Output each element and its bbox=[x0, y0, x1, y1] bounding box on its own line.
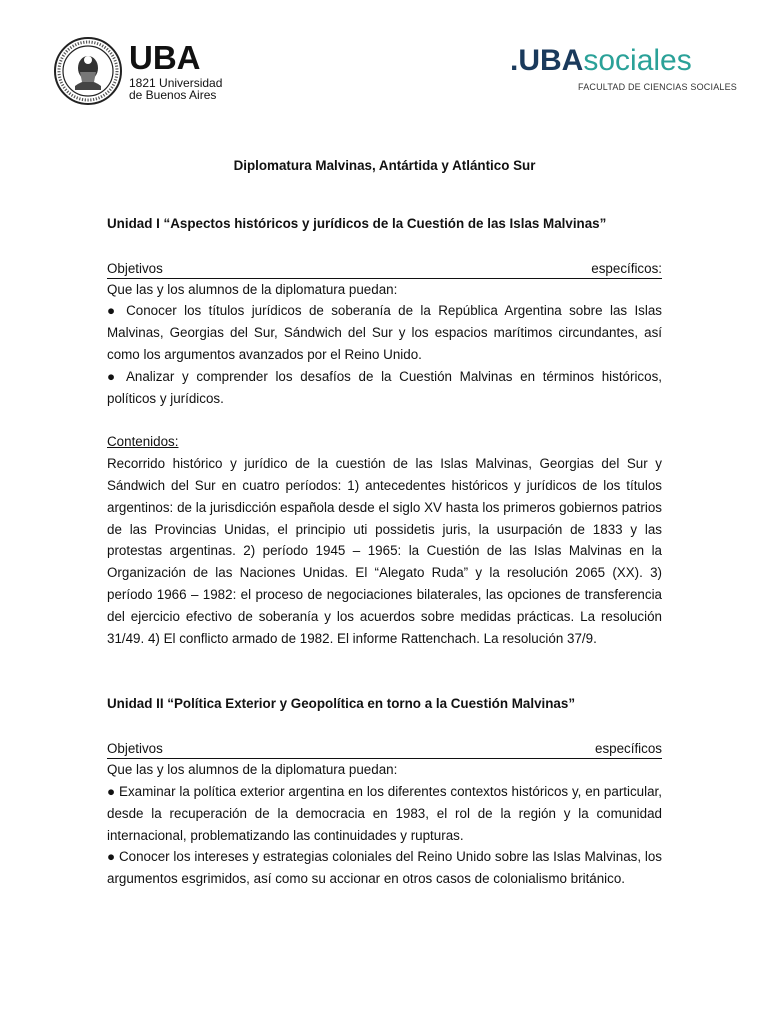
unit1-intro: Que las y los alumnos de la diplomatura puedan: bbox=[107, 281, 398, 297]
unit2-objectives-left: Objetivos bbox=[107, 741, 163, 757]
uba-subtitle-line1: 1821 Universidad bbox=[129, 76, 223, 90]
sociales-subtitle: FACULTAD DE CIENCIAS SOCIALES bbox=[578, 82, 738, 92]
unit1-objectives-heading bbox=[107, 260, 662, 279]
uba-wordmark: UBA bbox=[129, 39, 201, 76]
unit1-bullet-1: ● Conocer los títulos jurídicos de soberanía de la República Argentina sobre las Islas Malvinas, Georgias del Sur, Sándwich del Sur y los espacios marítimos circundantes, así como los argumentos avanzados por el Reino Unido. bbox=[107, 303, 662, 362]
unit1-title: Unidad I “Aspectos históricos y jurídicos de la Cuestión de las Islas Malvinas” bbox=[107, 215, 607, 231]
unit1-contents-text: Recorrido histórico y jurídico de la cuestión de las Islas Malvinas, Georgias del Sur y Sándwich del Sur en cuatro períodos: 1) antecedentes históricos y jurídicos de los títulos argentinos: de la jurisdicción española desde el siglo XV hasta los primeros gobiernos patrios de las Provincias Unidas, el principio uti possidetis juris, la usurpación de 1833 y las protestas argentinas. 2) período 1945 – 1965: la Cuestión de las Islas Malvinas en la Organización de las Naciones Unidas. El “Alegato Ruda” y la resolución 2065 (XX). 3) período 1966 – 1982: el proceso de negociaciones bilaterales, las opciones de transferencia del ejercicio efectivo de soberanía y los acuerdos sobre medidas prácticas. La resolución 31/49. 4) El conflicto armado de 1982. El informe Rattenchach. La resolución 37/9. bbox=[107, 456, 662, 646]
unit2-objectives-heading bbox=[107, 740, 662, 759]
uba-sociales-logo bbox=[510, 46, 737, 92]
uba-logo bbox=[53, 36, 222, 106]
unit2-bullet-1: ● Examinar la política exterior argentina en los diferentes contextos históricos y, en particular, desde la recuperación de la democracia en 1983, el rol de la región y la comunidad internacional, problematizando las continuidades y rupturas. bbox=[107, 783, 662, 843]
uba-subtitle-line2: de Buenos Aires bbox=[129, 88, 217, 102]
sociales-prefix: .UBA bbox=[510, 44, 584, 77]
unit1-objectives-left: Objetivos bbox=[107, 260, 163, 276]
document-body bbox=[107, 155, 662, 890]
unit1-contents-label: Contenidos: bbox=[107, 434, 179, 450]
unit1-bullet-2: ● Analizar y comprender los desafíos de la Cuestión Malvinas en términos históricos, políticos y jurídicos. bbox=[107, 368, 662, 406]
unit1-objectives-right: específicos: bbox=[591, 260, 662, 276]
unit2-title: Unidad II “Política Exterior y Geopolítica en torno a la Cuestión Malvinas” bbox=[107, 696, 576, 712]
unit2-intro: Que las y los alumnos de la diplomatura puedan: bbox=[107, 762, 398, 778]
university-seal-icon bbox=[53, 36, 123, 106]
document-title: Diplomatura Malvinas, Antártida y Atlántico Sur bbox=[233, 158, 536, 173]
unit2-objectives-right: específicos bbox=[595, 741, 662, 757]
sociales-word: sociales bbox=[583, 44, 692, 77]
unit2-bullet-2: ● Conocer los intereses y estrategias coloniales del Reino Unido sobre las Islas Malvinas, los argumentos esgrimidos, así como su accionar en otros casos de colonialismo británico. bbox=[107, 849, 662, 887]
page-header bbox=[0, 0, 768, 120]
